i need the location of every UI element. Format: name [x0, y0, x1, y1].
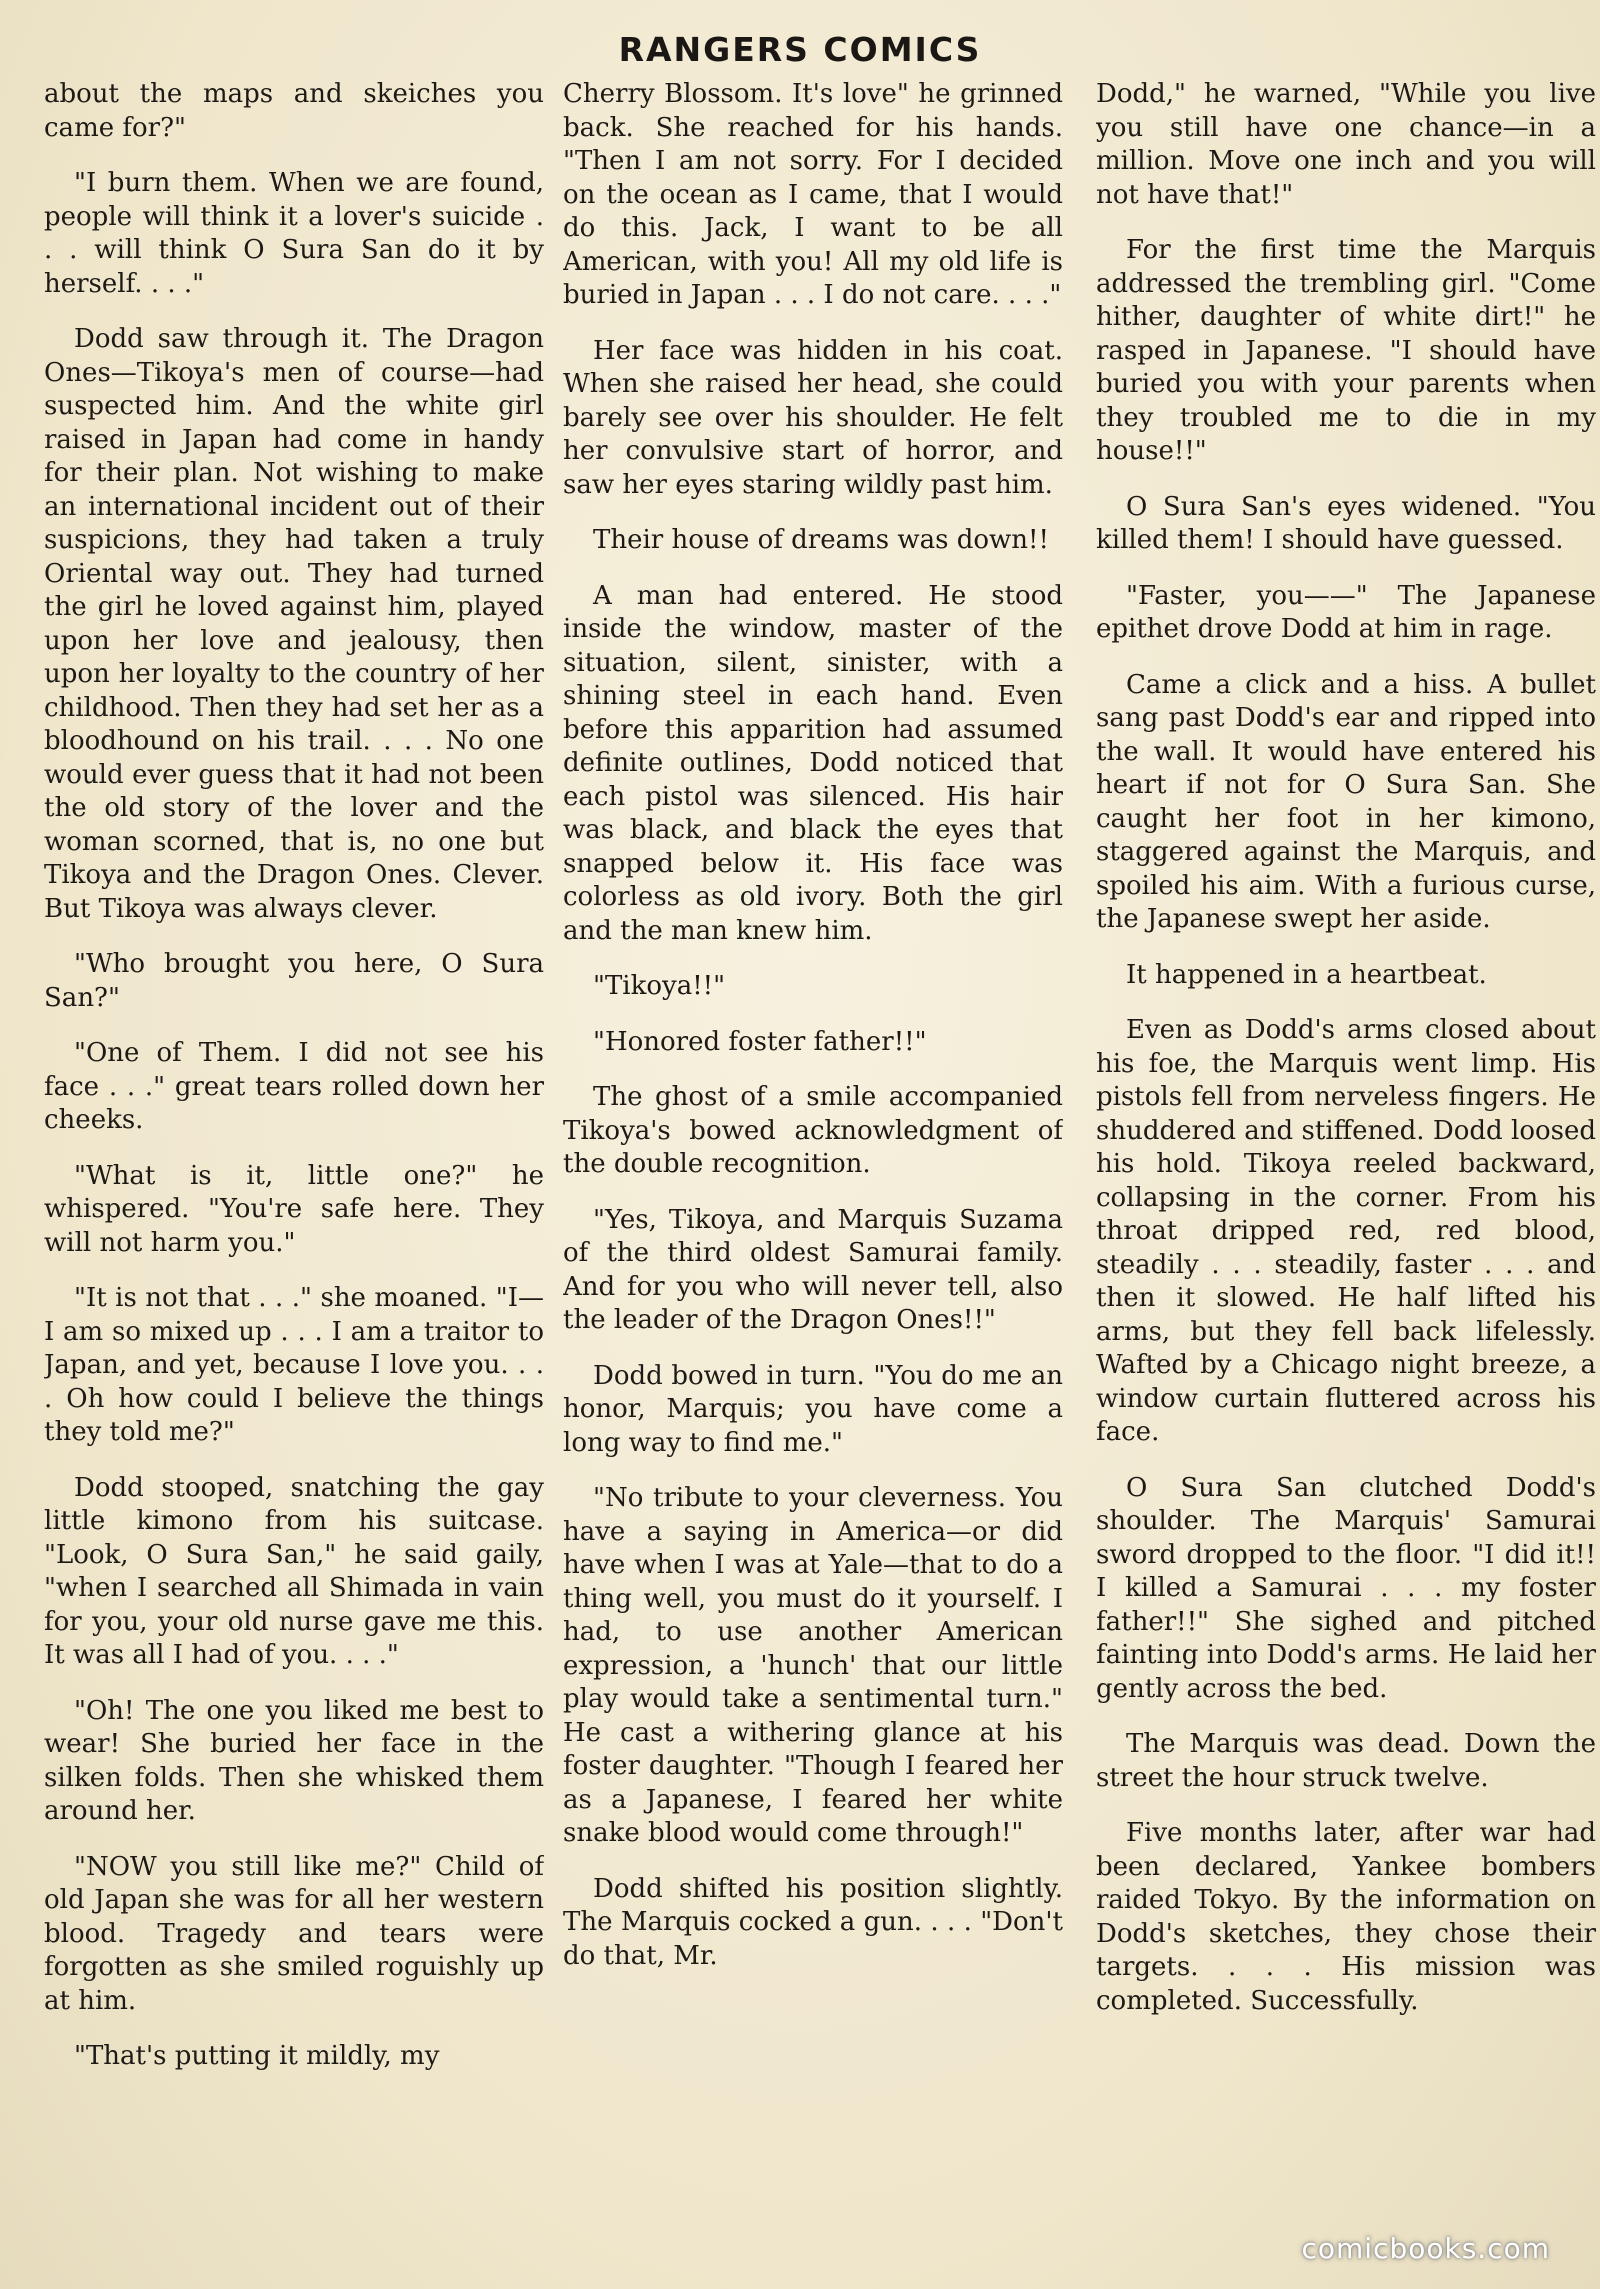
- paragraph: O Sura San clutched Dodd's shoulder. The Marquis' Samurai sword dropped to the floor. "I did it!! I killed a Samurai . . . my foster father!!" She sighed and pitched fainting into Dodd's arms. He laid her gently across the bed.: [1096, 1472, 1596, 1704]
- paragraph: Dodd stooped, snatching the gay little kimono from his suitcase. "Look, O Sura San," he said gaily, "when I searched all Shimada in vain for you, your old nurse gave me this. It was all I had of you. . . .": [44, 1472, 544, 1670]
- paragraph: Came a click and a hiss. A bullet sang past Dodd's ear and ripped into the wall. It would have entered his heart if not for O Sura San. She caught her foot in her kimono, staggered against the Marquis, and spoiled his aim. With a furious curse, the Japanese swept her aside.: [1096, 669, 1596, 934]
- paragraph: "What is it, little one?" he whispered. "You're safe here. They will not harm you.": [44, 1160, 544, 1258]
- paragraph: The Marquis was dead. Down the street the hour struck twelve.: [1096, 1729, 1596, 1793]
- paragraph: Their house of dreams was down!!: [593, 525, 1049, 555]
- paragraph: A man had entered. He stood inside the window, master of the situation, silent, sinister, with a shining steel in each hand. Even before this apparition had assumed definite outlines, Dodd noticed that each pistol was silenced. His hair was black, and black the eyes that snapped below it. His face was colorless as old ivory. Both the girl and the man knew him.: [563, 580, 1063, 946]
- paragraph: "Oh! The one you liked me best to wear! She buried her face in the silken folds. Then she whisked them around her.: [44, 1695, 544, 1826]
- paragraph: Dodd saw through it. The Dragon Ones—Tikoya's men of course—had suspected him. And the white girl raised in Japan had come in handy for their plan. Not wishing to make an international incident out of their suspicions, they had taken a truly Oriental way out. They had turned the girl he loved against him, played upon her love and jealousy, then upon her loyalty to the country of her childhood. Then they had set her as a bloodhound on his trail. . . . No one would ever guess that it had not been the old story of the lover and the woman scorned, that is, no one but Tikoya and the Dragon Ones. Clever. But Tikoya was always clever.: [44, 324, 544, 924]
- paragraph: Her face was hidden in his coat. When she raised her head, she could barely see over his shoulder. He felt her convulsive start of horror, and saw her eyes staring wildly past him.: [563, 335, 1063, 500]
- paragraph: Dodd shifted his position slightly. The Marquis cocked a gun. . . . "Don't do that, Mr.: [563, 1873, 1063, 1971]
- paragraph: Even as Dodd's arms closed about his foe, the Marquis went limp. His pistols fell from nerveless fingers. He shuddered and stiffened. Dodd loosed his hold. Tikoya reeled backward, collapsing in the corner. From his throat dripped red, red blood, steadily . . . steadily, faster . . . and then it slowed. He half lifted his arms, but they fell back lifelessly. Wafted by a Chicago night breeze, a window curtain fluttered across his face.: [1096, 1015, 1596, 1447]
- paragraph: "No tribute to your cleverness. You have a saying in America—or did have when I was at Yale—that to do a thing well, you must do it yourself. I had, to use another American expression, a 'hunch' that our little play would take a sentimental turn." He cast a withering glance at his foster daughter. "Though I feared her as a Japanese, I feared her white snake blood would come through!": [563, 1483, 1063, 1848]
- paragraph: The ghost of a smile accompanied Tikoya's bowed acknowledgment of the double recognition.: [563, 1082, 1063, 1179]
- paragraph: For the first time the Marquis addressed the trembling girl. "Come hither, daughter of white dirt!" he rasped in Japanese. "I should have buried you with your parents when they troubled me to die in my house!!": [1096, 235, 1596, 466]
- paragraph: "Honored foster father!!": [593, 1026, 927, 1057]
- page-header: RANGERS COMICS: [618, 30, 982, 69]
- watermark: comicbooks.com: [1301, 2232, 1550, 2265]
- paragraph: "Yes, Tikoya, and Marquis Suzama of the third oldest Samurai family. And for you who will never tell, also the leader of the Dragon Ones!!": [563, 1204, 1063, 1335]
- paragraph: "Tikoya!!": [593, 971, 726, 1001]
- paragraph: "I burn them. When we are found, people will think it a lover's suicide . . . will think O Sura San do it by herself. . . .": [44, 168, 544, 299]
- paragraph: "One of Them. I did not see his face . . ." great tears rolled down her cheeks.: [44, 1038, 544, 1135]
- paragraph: "NOW you still like me?" Child of old Japan she was for all her western blood. Tragedy and tears were forgotten as she smiled roguishly up at him.: [44, 1851, 544, 2016]
- paragraph: "Faster, you——" The Japanese epithet drove Dodd at him in rage.: [1096, 580, 1596, 644]
- paragraph: about the maps and skeiches you came for?": [44, 79, 544, 143]
- text-column-2: [563, 78, 1063, 2228]
- paragraph: "It is not that . . ." she moaned. "I—I am so mixed up . . . I am a traitor to Japan, and yet, because I love you. . . . Oh how could I believe the things they told me?": [44, 1283, 544, 1447]
- paragraph: Dodd," he warned, "While you live you still have one chance—in a million. Move one inch and you will not have that!": [1096, 79, 1596, 210]
- text-column-1: [44, 78, 544, 2228]
- paragraph: Dodd bowed in turn. "You do me an honor, Marquis; you have come a long way to find me.": [563, 1360, 1063, 1458]
- paragraph: "That's putting it mildly, my: [74, 2041, 440, 2071]
- paragraph: It happened in a heartbeat.: [1126, 959, 1487, 990]
- paragraph: O Sura San's eyes widened. "You killed them! I should have guessed.: [1096, 491, 1596, 555]
- paragraph: Five months later, after war had been declared, Yankee bombers raided Tokyo. By the information on Dodd's sketches, they chose their targets. . . . His mission was completed. Successfully.: [1096, 1818, 1596, 2016]
- paragraph: "Who brought you here, O Sura San?": [44, 949, 544, 1013]
- text-column-3: [1096, 78, 1596, 2228]
- paragraph: Cherry Blossom. It's love" he grinned back. She reached for his hands. "Then I am not sorry. For I decided on the ocean as I came, that I would do this. Jack, I want to be all American, with you! All my old life is buried in Japan . . . I do not care. . . .": [563, 79, 1063, 310]
